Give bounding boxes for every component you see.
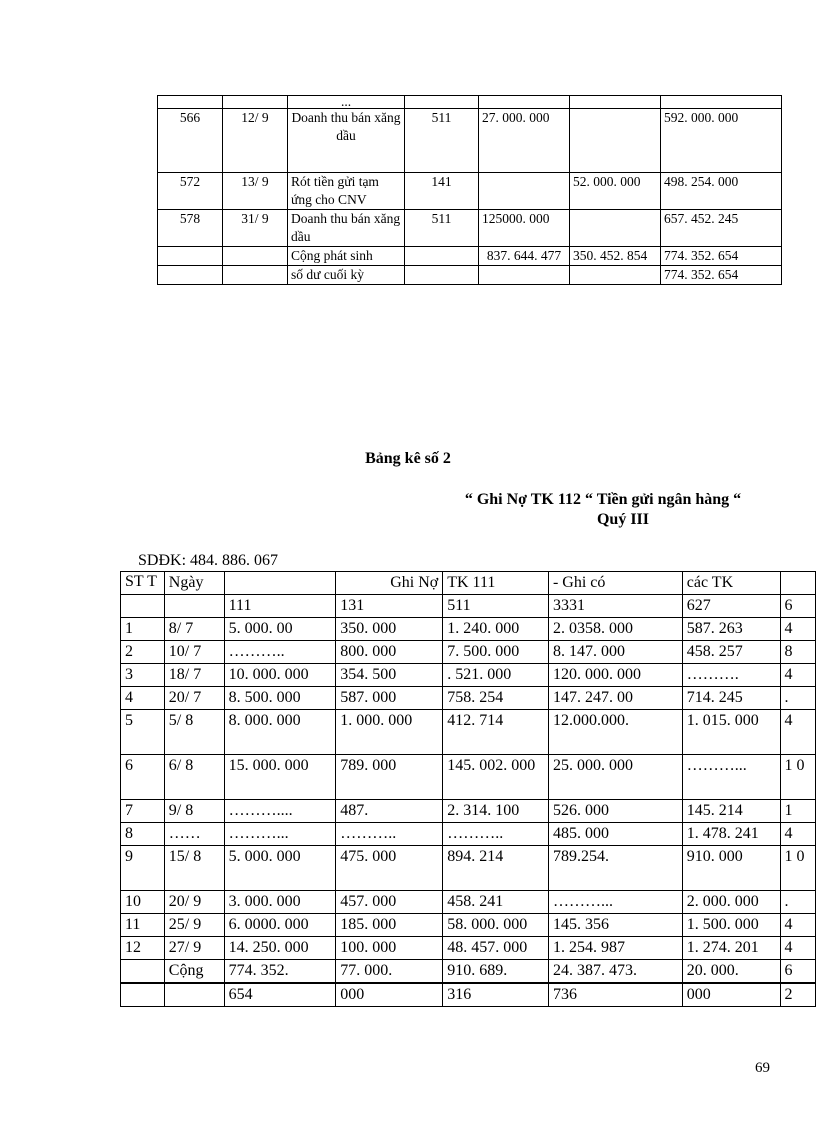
table-cell: 100. 000	[336, 937, 443, 960]
table-cell: 13/ 9	[223, 173, 288, 210]
table-cell	[405, 247, 479, 266]
table-cell: 350. 000	[336, 618, 443, 641]
table-cell	[570, 210, 661, 247]
table-cell: 654	[224, 983, 336, 1007]
table-cell: 592. 000. 000	[661, 109, 782, 173]
header-ghi-no: Ghi Nợ	[336, 572, 443, 595]
table-cell: ………..	[224, 641, 336, 664]
header-blank	[224, 572, 336, 595]
table-cell: 15/ 8	[164, 846, 224, 891]
table-cell: 2	[780, 983, 815, 1007]
header-cac-tk: các TK	[682, 572, 780, 595]
table-cell: 185. 000	[336, 914, 443, 937]
table-row	[158, 210, 782, 247]
table-cell: 31/ 9	[223, 210, 288, 247]
table-cell: 77. 000.	[336, 960, 443, 984]
table-row	[158, 96, 782, 109]
table-cell: 4	[780, 823, 815, 846]
table-cell: 8. 000. 000	[224, 710, 336, 755]
table-cell: 511	[405, 109, 479, 173]
period-label: Quý III	[596, 511, 650, 528]
table-cell: 145. 214	[682, 800, 780, 823]
table-cell: 8	[121, 823, 165, 846]
table-cell	[223, 96, 288, 109]
table-cell: 587. 000	[336, 687, 443, 710]
table-cell: 789.254.	[548, 846, 682, 891]
header-ghi-co: - Ghi có	[548, 572, 682, 595]
table-cell: 1	[780, 800, 815, 823]
table-cell	[570, 266, 661, 285]
table-cell: 475. 000	[336, 846, 443, 891]
header-stt: ST T	[121, 572, 165, 595]
table-cell	[479, 266, 570, 285]
table-cell: 8. 500. 000	[224, 687, 336, 710]
table-cell: ………..	[336, 823, 443, 846]
table-cell: 14. 250. 000	[224, 937, 336, 960]
table-row	[121, 846, 816, 891]
table-row	[121, 710, 816, 755]
table-cell: 5. 000. 00	[224, 618, 336, 641]
table-cell: 6	[780, 960, 815, 984]
table-cell: 131	[336, 595, 443, 618]
table-cell: 3	[121, 664, 165, 687]
table-cell: 354. 500	[336, 664, 443, 687]
subtitle: “ Ghi Nợ TK 112 “ Tiền gửi ngân hàng “	[464, 491, 742, 508]
table-cell: 789. 000	[336, 755, 443, 800]
table-cell: 3. 000. 000	[224, 891, 336, 914]
table-cell	[479, 96, 570, 109]
table-cell: 12.000.000.	[548, 710, 682, 755]
table-cell: 578	[158, 210, 223, 247]
table-row	[121, 823, 816, 846]
table-cell: 8	[780, 641, 815, 664]
table-cell: 24. 387. 473.	[548, 960, 682, 984]
table-cell: 2. 314. 100	[443, 800, 549, 823]
table-cell: ………...	[682, 755, 780, 800]
table-cell: 657. 452. 245	[661, 210, 782, 247]
table-cell: 5	[121, 710, 165, 755]
total-label: Cộng	[164, 960, 224, 984]
table-cell: 1. 015. 000	[682, 710, 780, 755]
empty-cell	[121, 960, 165, 984]
table-cell: 11	[121, 914, 165, 937]
accounts-row	[121, 595, 816, 618]
table-cell: 18/ 7	[164, 664, 224, 687]
table-cell: 4	[780, 710, 815, 755]
table-cell: 758. 254	[443, 687, 549, 710]
table-cell: 4	[780, 937, 815, 960]
table-cell: 145. 002. 000	[443, 755, 549, 800]
table-cell: 25. 000. 000	[548, 755, 682, 800]
table-row	[121, 687, 816, 710]
table-cell: 566	[158, 109, 223, 173]
table-cell: 1. 240. 000	[443, 618, 549, 641]
table-cell: 5. 000. 000	[224, 846, 336, 891]
header-ngay: Ngày	[164, 572, 224, 595]
table-cell: 412. 714	[443, 710, 549, 755]
table-cell: 58. 000. 000	[443, 914, 549, 937]
table-cell: 837. 644. 477	[479, 247, 570, 266]
table-cell	[570, 96, 661, 109]
table-cell: 9	[121, 846, 165, 891]
table-cell: Cộng phát sinh	[288, 247, 405, 266]
table-cell: 1 0	[780, 755, 815, 800]
table-cell: 3331	[548, 595, 682, 618]
table-cell: ……	[164, 823, 224, 846]
table-cell: 4	[780, 914, 815, 937]
table-cell: 4	[121, 687, 165, 710]
table-cell: 910. 689.	[443, 960, 549, 984]
table-cell: 736	[548, 983, 682, 1007]
table-cell: 111	[224, 595, 336, 618]
table-cell: 1. 478. 241	[682, 823, 780, 846]
table-cell: 458. 257	[682, 641, 780, 664]
table-cell: . 521. 000	[443, 664, 549, 687]
table-cell: .	[780, 687, 815, 710]
table-cell: Doanh thu bán xăng dầu	[288, 210, 405, 247]
table-cell: 572	[158, 173, 223, 210]
table-cell: 2. 000. 000	[682, 891, 780, 914]
table-row	[158, 247, 782, 266]
table-cell: 141	[405, 173, 479, 210]
table-cell	[158, 247, 223, 266]
empty-cell	[121, 983, 165, 1007]
table-cell: 4	[780, 618, 815, 641]
table-cell: ……….	[682, 664, 780, 687]
empty-cell	[164, 595, 224, 618]
table-cell: ………...	[548, 891, 682, 914]
header-tk: TK 111	[443, 572, 549, 595]
table-cell: 800. 000	[336, 641, 443, 664]
table-cell: 774. 352.	[224, 960, 336, 984]
table-cell: ...	[288, 96, 405, 109]
table-cell: 000	[336, 983, 443, 1007]
table-cell: 147. 247. 00	[548, 687, 682, 710]
table-cell: Doanh thu bán xăng dầu	[288, 109, 405, 173]
table-cell: 4	[780, 664, 815, 687]
table-cell: 10	[121, 891, 165, 914]
table-cell: 7. 500. 000	[443, 641, 549, 664]
table-cell: 12/ 9	[223, 109, 288, 173]
total-row	[121, 960, 816, 984]
table-cell: 587. 263	[682, 618, 780, 641]
table-row	[121, 914, 816, 937]
table-row	[121, 755, 816, 800]
table-cell: Rót tiền gửi tạm ứng cho CNV	[288, 173, 405, 210]
table-cell: 145. 356	[548, 914, 682, 937]
table-cell: 10. 000. 000	[224, 664, 336, 687]
table-cell: 25/ 9	[164, 914, 224, 937]
table-cell: 774. 352. 654	[661, 247, 782, 266]
empty-cell	[121, 595, 165, 618]
table-cell: 8/ 7	[164, 618, 224, 641]
table-cell: 511	[443, 595, 549, 618]
table-cell: 125000. 000	[479, 210, 570, 247]
table-cell: 316	[443, 983, 549, 1007]
opening-balance: SDĐK: 484. 886. 067	[138, 552, 279, 569]
table-row	[158, 109, 782, 173]
table-cell: 6/ 8	[164, 755, 224, 800]
table-cell: ………....	[224, 800, 336, 823]
table-cell: 1	[121, 618, 165, 641]
table-cell: 20/ 9	[164, 891, 224, 914]
table-row	[158, 173, 782, 210]
table-cell: 1. 254. 987	[548, 937, 682, 960]
table-cell	[158, 266, 223, 285]
table-cell: 498. 254. 000	[661, 173, 782, 210]
table-cell: 1. 000. 000	[336, 710, 443, 755]
table-cell: ………..	[443, 823, 549, 846]
table-row	[121, 641, 816, 664]
table-cell	[405, 266, 479, 285]
table-cell: 1. 500. 000	[682, 914, 780, 937]
table-cell: 27. 000. 000	[479, 109, 570, 173]
table-cell: .	[780, 891, 815, 914]
table-cell: ………...	[224, 823, 336, 846]
table-cell	[158, 96, 223, 109]
table-cell: 910. 000	[682, 846, 780, 891]
table-cell: 485. 000	[548, 823, 682, 846]
table-cell: 6	[780, 595, 815, 618]
table-cell: 458. 241	[443, 891, 549, 914]
table-cell: 1 0	[780, 846, 815, 891]
table-cell: 8. 147. 000	[548, 641, 682, 664]
page-title: Bảng kê số 2	[365, 450, 451, 467]
table-cell: 511	[405, 210, 479, 247]
table-cell: số dư cuối kỳ	[288, 266, 405, 285]
table-row	[121, 800, 816, 823]
table-cell: 774. 352. 654	[661, 266, 782, 285]
table-cell: 627	[682, 595, 780, 618]
table-row	[158, 266, 782, 285]
table-cell: 5/ 8	[164, 710, 224, 755]
table-cell: 12	[121, 937, 165, 960]
table-cell: 7	[121, 800, 165, 823]
table-cell: 487.	[336, 800, 443, 823]
empty-cell	[164, 983, 224, 1007]
table-cell	[223, 266, 288, 285]
table-cell: 20/ 7	[164, 687, 224, 710]
total-row-continued	[121, 983, 816, 1007]
table-cell: 120. 000. 000	[548, 664, 682, 687]
table-cell: 1. 274. 201	[682, 937, 780, 960]
table-cell	[223, 247, 288, 266]
table-row	[121, 937, 816, 960]
table-cell: 526. 000	[548, 800, 682, 823]
table-row	[121, 891, 816, 914]
table-cell: 10/ 7	[164, 641, 224, 664]
table-cell: 15. 000. 000	[224, 755, 336, 800]
table-cell: 2	[121, 641, 165, 664]
table-cell	[405, 96, 479, 109]
table-cell: 48. 457. 000	[443, 937, 549, 960]
table-cell: 20. 000.	[682, 960, 780, 984]
page-number: 69	[755, 1060, 770, 1076]
table-cell: 714. 245	[682, 687, 780, 710]
table-cell: 000	[682, 983, 780, 1007]
table-cell: 894. 214	[443, 846, 549, 891]
table-cell: 52. 000. 000	[570, 173, 661, 210]
table-cell	[479, 173, 570, 210]
table-cell: 27/ 9	[164, 937, 224, 960]
table-cell: 6. 0000. 000	[224, 914, 336, 937]
table-cell: 6	[121, 755, 165, 800]
bangke-table	[120, 571, 816, 1007]
table-row	[121, 664, 816, 687]
table-cell: 9/ 8	[164, 800, 224, 823]
table-cell: 2. 0358. 000	[548, 618, 682, 641]
table-cell: 457. 000	[336, 891, 443, 914]
table-cell: 350. 452. 854	[570, 247, 661, 266]
header-last	[780, 572, 815, 595]
header-row	[121, 572, 816, 595]
table-row	[121, 618, 816, 641]
table-cell	[661, 96, 782, 109]
table-cell	[570, 109, 661, 173]
ledger-table	[157, 95, 782, 285]
